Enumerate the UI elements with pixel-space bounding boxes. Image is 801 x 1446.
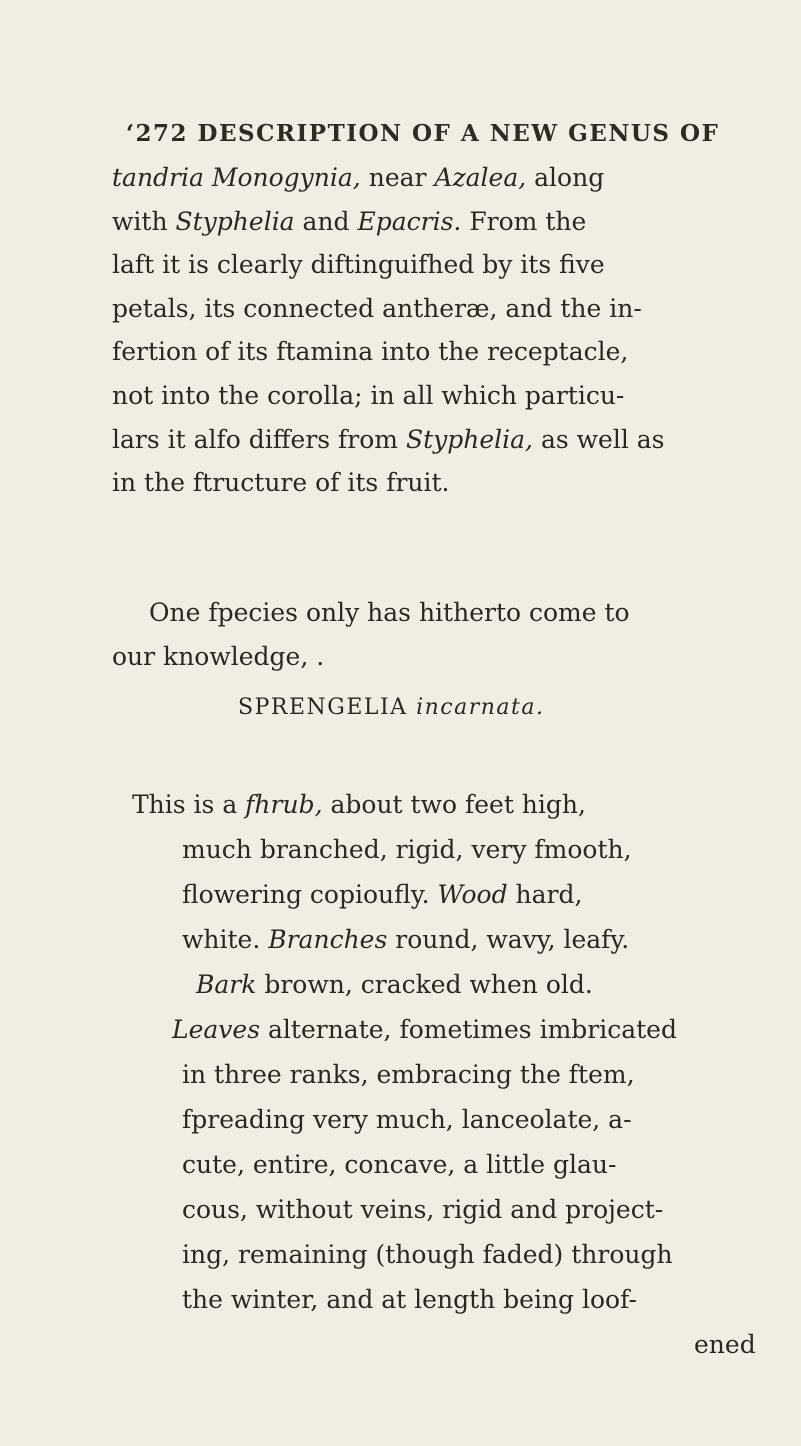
text-run: brown, cracked when old. (256, 970, 593, 999)
italic-text: Styphelia, (405, 424, 534, 454)
text-run: in the ftructure of its fruit. (112, 468, 450, 498)
text-line (132, 1097, 792, 1142)
text-line (132, 872, 792, 917)
italic-text: Bark (196, 970, 257, 999)
italic-text: Wood (437, 880, 508, 909)
text-run: in three ranks, embracing the ftem, (182, 1060, 635, 1089)
text-line (112, 635, 774, 679)
text-line (132, 1007, 792, 1052)
text-line (132, 1232, 792, 1277)
text-line (132, 962, 792, 1007)
italic-text: Leaves (172, 1015, 261, 1044)
species-heading (238, 695, 718, 720)
text-line (112, 287, 774, 331)
text-run: laft it is clearly diftinguifhed by its five (112, 250, 605, 280)
text-run: cute, entire, concave, a little glau- (182, 1150, 617, 1179)
text-line (112, 243, 774, 287)
text-run: round, wavy, leafy. (387, 925, 630, 954)
text-run: SPRENGELIA (238, 695, 417, 720)
text-run: ing, remaining (though faded) through (182, 1240, 673, 1269)
text-line (132, 827, 792, 872)
italic-text: tandria (112, 163, 204, 192)
text-run: petals, its connected antheræ, and the in- (112, 293, 642, 323)
text-line (132, 1277, 792, 1322)
text-line (132, 782, 792, 827)
italic-text: Azalea, (434, 163, 527, 192)
species-description (132, 782, 792, 1367)
text-run: with (112, 206, 176, 236)
text-run: One fpecies only has hitherto come to (149, 598, 630, 627)
text-run: about two feet high, (322, 790, 586, 819)
text-run: From the (461, 206, 587, 236)
text-run (204, 163, 212, 192)
text-run: This is a (132, 790, 246, 819)
species-note-paragraph (112, 591, 774, 678)
text-run: cous, without veins, rigid and project- (182, 1195, 664, 1224)
text-line (132, 1187, 792, 1232)
text-run: the winter, and at length being loof- (182, 1285, 637, 1314)
text-line (112, 156, 774, 200)
text-line (132, 1142, 792, 1187)
italic-text: Monogynia, (211, 163, 361, 192)
italic-text: fhrub, (245, 790, 323, 819)
italic-text: Branches (268, 925, 388, 954)
text-run: our knowledge, . (112, 641, 325, 671)
text-line (112, 200, 774, 244)
italic-text: incarnata. (416, 695, 545, 720)
text-line (132, 1052, 792, 1097)
text-run: fpreading very much, lanceolate, a- (182, 1105, 632, 1134)
intro-paragraph (112, 156, 774, 505)
running-header: ‘272 DESCRIPTION OF A NEW GENUS OF (126, 120, 720, 147)
text-run: much branched, rigid, very fmooth, (182, 835, 632, 864)
text-line (112, 418, 774, 462)
text-run: lars it alfo differs from (112, 424, 406, 454)
text-run: alternate, fometimes imbricated (260, 1015, 677, 1044)
text-run: and (294, 206, 358, 236)
text-run: not into the corolla; in all which particu- (112, 380, 625, 410)
text-run: hard, (507, 880, 583, 909)
text-line (112, 374, 774, 418)
text-run: as well as (533, 424, 665, 454)
text-line (112, 461, 774, 505)
text-run: near (360, 163, 435, 192)
italic-text: Styphelia (175, 206, 295, 236)
text-line (132, 1322, 792, 1367)
text-run: flowering copioufly. (182, 880, 438, 909)
text-run: ened (694, 1330, 756, 1359)
text-run: fertion of its ftamina into the receptacle, (112, 337, 629, 367)
text-run: along (526, 163, 605, 192)
text-line (112, 330, 774, 374)
text-line (112, 591, 774, 635)
text-line (132, 917, 792, 962)
text-run: white. (182, 925, 269, 954)
italic-text: Epacris. (357, 206, 462, 236)
